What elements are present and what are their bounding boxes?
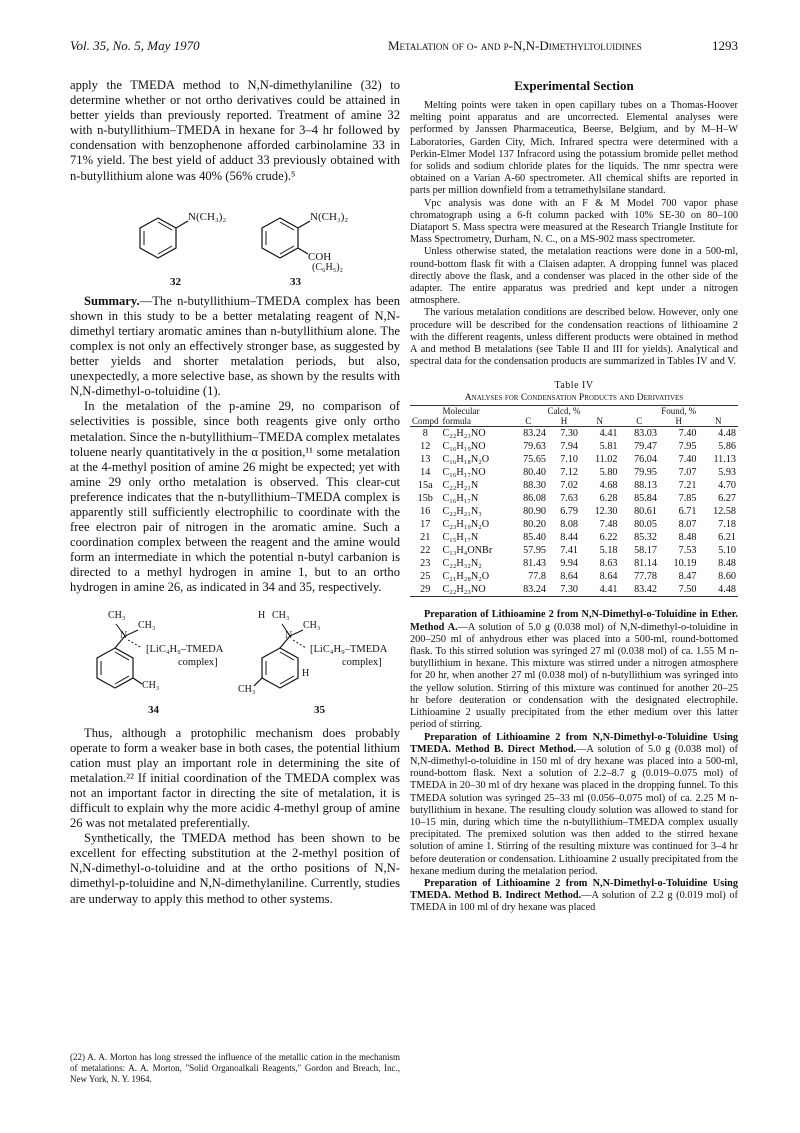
table-row [410, 570, 738, 583]
methyl-group: CH₃ [303, 619, 321, 631]
running-header [70, 38, 738, 58]
table-cell-fh: 10.19 [673, 558, 697, 570]
journal-volume: Vol. 35, No. 5, May 1970 [70, 38, 200, 53]
table-cell-cc: 80.90 [523, 506, 546, 518]
procedure-text: —A solution of 5.0 g (0.038 mol) of N,N-dimethyl-o-toluidine in 200–250 ml of anhydrous ether was placed into a 500-ml, round-bottomed flask. To this stirred solution was syringed 27 ml (0.038 mol) of ca. 1.55 M n-butyllithium in hexane. This mixture was stirred under a nitrogen atmosphere for 20 hr, when another 27 ml (0.038 mol) of n-butyllithium was syringed into the yellow solution. Stirring of this mixture was continued for another 20–25 hr before deuteration or condensation with the designated electrophile. Lithioamine 2 usually precipitated from the ether medium over this latter period of stirring. [410, 621, 738, 731]
hydrogen-atom: H [302, 667, 310, 679]
lithium-complex: [LiC₄H₉–TMEDA [310, 643, 388, 655]
summary-paragraph [70, 294, 400, 400]
table-cell-formula: C₂₁H₂₈N₂O [442, 571, 490, 583]
col-head-formula: formula [442, 416, 472, 427]
table-cell-ch: 9.94 [560, 558, 579, 570]
paragraph: The various metalation conditions are described below. However, only one procedure will be described for the condensation reactions of lithioamine 2 with the different reagents, unless different products were obtained in method A and method B metalations (see Table II and III for yields). Analytical and spectral data for the condensation products are summarized in Tables IV and V. [410, 307, 738, 368]
table-title: Analyses for Condensation Products and Derivatives [464, 393, 684, 404]
compound-label-35: 35 [314, 703, 325, 716]
table-cell-cc: 85.40 [523, 532, 546, 544]
analysis-table [410, 405, 738, 597]
procedure-heading: Preparation of Lithioamine 2 from N,N-Dimethyl-o-Toluidine Using TMEDA. Method B. Direct Method. [410, 731, 738, 755]
col-head-molecular: Molecular [442, 406, 480, 417]
table-cell-formula: C₂₂H₂₁N [442, 480, 479, 492]
table-cell-fh: 8.47 [678, 571, 697, 583]
table-cell-formula: C₁₆H₁₇NO [442, 467, 486, 479]
summary-heading: Summary. [84, 293, 140, 308]
table-cell-fc: 80.61 [634, 506, 657, 518]
table-cell-cn: 5.80 [599, 467, 618, 479]
col-head-c: C [525, 416, 532, 427]
table-cell-compd: 22 [420, 545, 431, 557]
col-head-n: N [714, 416, 722, 427]
table-cell-fc: 58.17 [634, 545, 657, 557]
summary-text: —The n-butyllithium–TMEDA complex has been shown in this study to be a better metalating reagent of N,N-dimethyl tertiary aromatic amines than n-butyllithium alone. The complex is not only an effectively stronger base, as suggested by better yields and shorter metalation periods, but also, unexpectedly, a more selective base, as shown by the results with N,N-dimethyl-o-toluidine (1). [70, 293, 400, 399]
table-cell-ch: 7.94 [560, 441, 579, 453]
table-cell-fh: 7.85 [678, 493, 697, 505]
table-cell-cn: 6.22 [599, 532, 618, 544]
table-cell-cc: 57.95 [523, 545, 546, 557]
methyl-group: CH₃ [108, 609, 126, 621]
table-cell-formula: C₁₅H₁₇N [442, 532, 479, 544]
table-caption: Table IV [554, 380, 594, 392]
table-cell-ch: 8.08 [560, 519, 579, 531]
table-cell-compd: 8 [422, 428, 428, 440]
table-cell-ch: 8.64 [560, 571, 579, 583]
paragraph: Vpc analysis was done with an F & M Model 700 vapor phase chromatograph using a 6-ft column packed with 10% SE-30 on 80–100 Diataport S. Mass spectra were measured at the Research Triangle Institute for Mass Spectrometry, Durham, N. C., on a MS-902 mass spectrometer. [410, 197, 738, 246]
table-cell-ch: 7.10 [560, 454, 579, 466]
table-cell-formula: C₁₆H₁₇N [442, 493, 479, 505]
table-cell-fn: 7.18 [718, 519, 736, 531]
hydrogen-atom: H [258, 609, 266, 621]
table-cell-formula: C₂₂H₂₃NO [442, 584, 486, 596]
table-row [410, 427, 738, 441]
complex-label: complex] [342, 656, 382, 668]
compound-label-34: 34 [148, 703, 159, 716]
table-cell-fn: 8.60 [718, 571, 736, 583]
col-head-h: H [560, 416, 568, 427]
table-cell-fc: 77.78 [634, 571, 657, 583]
table-cell-fh: 7.07 [678, 467, 697, 479]
coh-group: COH [308, 250, 332, 263]
table-cell-fn: 4.48 [718, 584, 736, 596]
table-cell-compd: 14 [420, 467, 431, 479]
methyl-group: CH₃ [138, 619, 156, 631]
table-row [410, 505, 738, 518]
table-cell-fn: 4.48 [718, 428, 736, 440]
procedure-paragraph [410, 878, 738, 915]
procedure-heading: Preparation of Lithioamine 2 from N,N-Dimethyl-o-Toluidine Using TMEDA. Method B. Indirect Method. [410, 877, 738, 902]
table-cell-compd: 12 [420, 441, 431, 453]
table-cell-fh: 7.40 [678, 454, 697, 466]
paragraph: In the metalation of the p-amine 29, no comparison of selectivities is possible, since both reagents give only ortho metalation. Since the n-butyllithium–TMEDA complex metalates toluene nearly quantitatively in the α position,¹¹ some metalation at the 4-methyl position of amine 26 might be expected; yet with amine 29 only ortho metalation is observed. This clear-cut preference indicates that the n-butyllithium–TMEDA complex is apparently still sufficiently electrophilic to coordinate with the free electron pair of nitrogen in the aromatic amine. Such a coordination complex between the reagent and the amine would form an intermediate in which the potential n-butyl carbanion is directed to a methyl hydrogen in amine 1, but to an ortho hydrogen in amine 26, as indicated in 34 and 35, respectively. [70, 399, 400, 595]
table-cell-formula: C₁₆H₁₈N₂O [442, 454, 490, 466]
n-dimethyl-group: N(CH₃)₂ [310, 210, 349, 223]
table-cell-fc: 83.42 [634, 584, 657, 596]
table-cell-cc: 81.43 [523, 558, 546, 570]
table-cell-compd: 29 [420, 584, 431, 596]
running-title: Metalation of o- and p-N,N-Dimethyltoluidines [388, 38, 642, 53]
table-cell-cc: 88.30 [523, 480, 546, 492]
methyl-group: CH₃ [142, 679, 160, 691]
table-cell-cc: 75.65 [523, 454, 546, 466]
table-cell-fh: 7.50 [678, 584, 697, 596]
table-cell-fn: 6.21 [718, 532, 736, 544]
section-title: Experimental Section [514, 78, 634, 93]
page-number: 1293 [712, 38, 738, 53]
n-dimethyl-group: N(CH₃)₂ [188, 210, 227, 223]
table-cell-ch: 6.79 [560, 506, 579, 518]
table-cell-fc: 80.05 [634, 519, 657, 531]
table-cell-compd: 23 [420, 558, 431, 570]
col-head-compd: Compd [412, 416, 439, 427]
table-cell-fn: 12.58 [713, 506, 736, 518]
table-cell-compd: 13 [420, 454, 431, 466]
table-cell-cn: 5.18 [599, 545, 618, 557]
table-cell-fc: 83.03 [634, 428, 657, 440]
nitrogen-atom: N [120, 629, 128, 641]
table-cell-fh: 7.21 [678, 480, 697, 492]
procedure-paragraph [410, 609, 738, 731]
table-cell-ch: 7.63 [560, 493, 579, 505]
table-row [410, 466, 738, 479]
compound-label-33: 33 [290, 275, 301, 288]
table-cell-compd: 16 [420, 506, 431, 518]
table-cell-fh: 7.95 [678, 441, 697, 453]
compound-label-32: 32 [170, 275, 181, 288]
table-cell-fc: 85.84 [634, 493, 657, 505]
table-cell-ch: 7.30 [560, 428, 579, 440]
table-cell-ch: 7.30 [560, 584, 579, 596]
table-cell-formula: C₂₂H₂₃NO [442, 428, 486, 440]
table-cell-compd: 21 [420, 532, 431, 544]
table-cell-compd: 25 [420, 571, 431, 583]
table-cell-fn: 5.10 [718, 545, 736, 557]
table-cell-fn: 4.70 [718, 480, 736, 492]
col-head-found: Found, % [661, 406, 697, 417]
table-cell-fn: 8.48 [718, 558, 736, 570]
table-cell-formula: C₁₃H₄ONBr [442, 545, 493, 557]
col-head-h: H [675, 416, 682, 427]
table-cell-fh: 8.48 [678, 532, 697, 544]
structures-32-33 [70, 196, 400, 288]
paragraph: Synthetically, the TMEDA method has been shown to be excellent for effecting substitution at the 2-methyl position of N,N-dimethyl-o-toluidine and at the ortho positions of N,N-dimethyl-p-toluidine and N,N-dimethylaniline. Currently, studies are underway to apply this method to other systems. [70, 831, 400, 906]
table-row [410, 479, 738, 492]
methyl-group: CH₃ [238, 683, 256, 695]
table-body [410, 427, 738, 597]
table-cell-ch: 7.41 [560, 545, 579, 557]
table-cell-ch: 7.12 [560, 467, 579, 479]
table-cell-fn: 11.13 [713, 454, 736, 466]
left-column [70, 78, 400, 907]
table-cell-fh: 6.71 [678, 506, 697, 518]
table-cell-fc: 79.95 [634, 467, 657, 479]
paragraph: apply the TMEDA method to N,N-dimethylaniline (32) to determine whether or not ortho derivatives could be attained in better yields than previously reported. Treatment of amine 32 with n-butyllithium–TMEDA in hexane for 3–4 hr followed by condensation with benzophenone afforded carbinolamine 33 in 71% yield. The best yield of adduct 33 previously obtained with n-butyllithium alone was 40% (56% crude).⁵ [70, 78, 400, 183]
table-row [410, 544, 738, 557]
structures-34-35 [70, 608, 400, 718]
col-head-n: N [596, 416, 603, 427]
table-cell-fc: 85.32 [634, 532, 657, 544]
table-cell-fc: 88.13 [634, 480, 657, 492]
table-cell-fc: 76.04 [634, 454, 657, 466]
diphenyl-group: (C₆H₅)₂ [312, 261, 344, 273]
table-cell-fc: 79.47 [634, 441, 657, 453]
table-cell-cn: 4.41 [599, 584, 618, 596]
table-cell-cn: 4.41 [599, 428, 618, 440]
table-cell-fh: 8.07 [678, 519, 697, 531]
table-row [410, 492, 738, 505]
table-row [410, 518, 738, 531]
table-cell-fc: 81.14 [634, 558, 657, 570]
col-head-calcd: Calcd, % [547, 406, 581, 417]
table-cell-formula: C₂₃H₁₉N₂O [442, 519, 490, 531]
table-cell-cc: 79.63 [523, 441, 546, 453]
nitrogen-atom: N [285, 629, 293, 641]
table-cell-cn: 6.28 [599, 493, 618, 505]
methyl-group: CH₃ [272, 609, 290, 621]
table-cell-cc: 80.20 [523, 519, 546, 531]
procedure-paragraph [410, 732, 738, 878]
right-column [410, 78, 738, 915]
table-cell-ch: 8.44 [560, 532, 579, 544]
paragraph: Melting points were taken in open capillary tubes on a Thomas-Hoover melting point apparatus and are uncorrected. Elemental analyses were performed by Janssen Pharmaceutica, Beerse, Belgium, and by M–H–W Laboratories, Garden City, Mich. Infrared spectra were determined with a Perkin-Elmer Model 137 Infracord using the potassium bromide pellet method for solids and sodium chloride plates for the liquids. The nmr spectra were obtained on a Varian A-60 spectrometer. All chemical shifts are reported in parts per million downfield from a tetramethylsilane standard. [410, 100, 738, 197]
table-cell-cn: 12.30 [594, 506, 618, 518]
procedure-text: —A solution of 2.2 g (0.019 mol) of TMEDA in 100 ml of dry hexane was placed [410, 890, 738, 914]
table-cell-fh: 7.53 [678, 545, 697, 557]
table-cell-fh: 7.40 [678, 428, 697, 440]
complex-label: complex] [178, 656, 218, 668]
table-cell-cc: 83.24 [523, 428, 546, 440]
footnote: (22) A. A. Morton has long stressed the influence of the metallic cation in the mechanism of metalations: A. A. Morton, "Solid Organoalkali Reagents," Gordon and Breach, Inc., New York, N. Y. 1964. [70, 1052, 400, 1084]
table-cell-cn: 5.81 [599, 441, 618, 453]
table-cell-cc: 86.08 [523, 493, 546, 505]
structure-drawing [70, 196, 400, 276]
table-cell-cn: 8.64 [599, 571, 618, 583]
table-cell-fn: 5.86 [718, 441, 736, 453]
table-cell-cc: 83.24 [523, 584, 546, 596]
table-cell-cn: 8.63 [599, 558, 618, 570]
table-cell-cc: 77.8 [528, 571, 546, 583]
table-cell-compd: 15b [417, 493, 433, 505]
paragraph: Unless otherwise stated, the metalation reactions were done in a 500-ml, round-bottom flask fit with a Claisen adapter. A dropping funnel was placed directly above the flask, and a condenser was placed in the other side of the adapter. The entire apparatus was predried and kept under a nitrogen atmosphere. [410, 246, 738, 307]
lithium-complex: [LiC₄H₉–TMEDA [146, 643, 224, 655]
col-head-c: C [636, 416, 643, 427]
table-row [410, 453, 738, 466]
table-cell-cn: 4.68 [599, 480, 618, 492]
table-cell-fn: 6.27 [718, 493, 736, 505]
table-row [410, 440, 738, 453]
table-cell-cn: 7.48 [599, 519, 618, 531]
table-cell-formula: C₂₂H₃₂N₂ [442, 558, 482, 570]
table-row [410, 531, 738, 544]
table-cell-formula: C₂₂H₂₁N₃ [442, 506, 482, 518]
table-cell-cn: 11.02 [594, 454, 618, 466]
procedure-text: —A solution of 5.0 g (0.038 mol) of N,N-dimethyl-o-toluidine in 150 ml of dry hexane was placed into a 500-ml, round-bottom flask. Next a solution of 2.2–8.7 g (0.019–0.075 mol) of TMEDA in 20–30 ml of dry hexane was placed in the dropping funnel. To this TMEDA solution was syringed 25–33 ml (0.056–0.075 mol) of ca. 2.25 M n-butyllithium in hexane. The resulting cloudy solution was allowed to stand for 10–15 min, during which time the n-butyllithium–TMEDA complex usually precipitated. The premixed solution was then added to the stirred hexane solution of amine 1. Stirring of the resulting mixture was continued for 3–4 hr before deuteration or condensation. Lithioamine 2 usually precipitated from the hexane medium during the metalation period. [410, 743, 738, 877]
table-cell-compd: 17 [420, 519, 431, 531]
paragraph: Thus, although a protophilic mechanism does probably operate to form a weaker base in both cases, the potential lithium cation must play an important role in determining the site of metalation.²² If initial coordination of the TMEDA complex was not an important factor in directing the site of metalation, it is difficult to explain why the more acidic 4-methyl group of amine 26 was not metalated preferentially. [70, 725, 400, 831]
table-cell-formula: C₁₆H₁₉NO [442, 441, 486, 453]
table-cell-cc: 80.40 [523, 467, 546, 479]
table-row [410, 557, 738, 570]
table-cell-ch: 7.02 [560, 480, 579, 492]
table-row [410, 583, 738, 597]
table-cell-compd: 15a [417, 480, 433, 492]
table-cell-fn: 5.93 [718, 467, 736, 479]
procedure-heading: Preparation of Lithioamine 2 from N,N-Dimethyl-o-Toluidine in Ether. Method A. [410, 609, 738, 633]
